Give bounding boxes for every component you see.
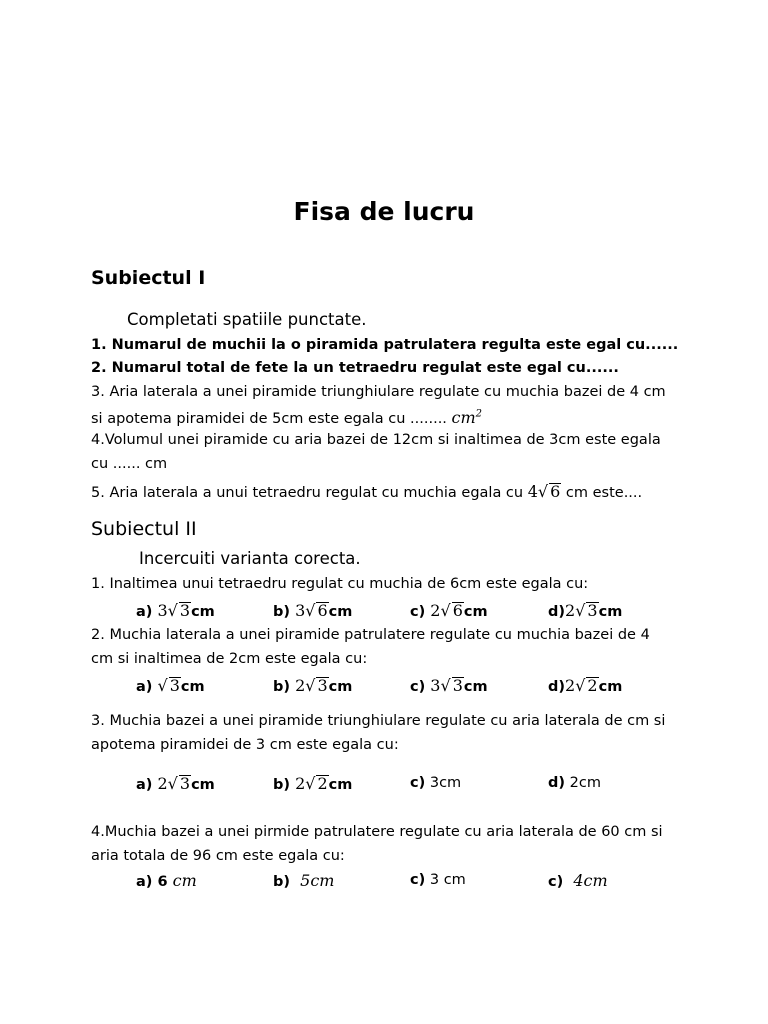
s1-item-2: 2. Numarul total de fete la un tetraedru regulat este egal cu...... <box>91 360 619 376</box>
s2-q3-option-b: b) 2√ 2cm <box>273 774 353 793</box>
s1-item-4-line1: 4.Volumul unei piramide cu aria bazei de 12cm si inaltimea de 3cm este egala <box>91 432 661 448</box>
s2-q1-option-d: d)2√ 3cm <box>548 601 623 620</box>
s1-item-3-line2 <box>91 408 482 427</box>
s2-q4-option-c: c) 3 cm <box>410 872 466 888</box>
s2-q4-line1: 4.Muchia bazei a unei pirmide patrulatere regulate cu aria laterala de 60 cm si <box>91 824 663 840</box>
page-title: Fisa de lucru <box>293 197 475 226</box>
s1-item-3-text: si apotema piramidei de 5cm este egala cu ........ <box>91 411 447 427</box>
s2-q1-text: 1. Inaltimea unui tetraedru regulat cu muchia de 6cm este egala cu: <box>91 576 589 592</box>
s2-q2-option-b: b) 2√ 3cm <box>273 676 353 695</box>
s2-q2-option-d: d)2√ 2cm <box>548 676 623 695</box>
s2-q3-option-c: c) 3cm <box>410 775 462 791</box>
subiect2-intro: Incercuiti varianta corecta. <box>139 549 361 568</box>
s1-item-5 <box>91 482 642 501</box>
s2-q4-option-d: c) 4cm <box>548 871 608 890</box>
s1-item-5-tail: cm este.... <box>565 485 643 501</box>
s2-q1-option-c: c) 2√ 6cm <box>410 601 488 620</box>
s2-q3-option-d: d) 2cm <box>548 775 601 791</box>
s2-q2-line2: cm si inaltimea de 2cm este egala cu: <box>91 651 368 667</box>
subiect1-heading: Subiectul I <box>91 267 206 289</box>
unit-cm-squared: $cm^2$ <box>451 408 483 427</box>
subiect1-intro: Completati spatiile punctate. <box>127 310 367 329</box>
s2-q2-option-a: a) √ 3cm <box>136 676 205 695</box>
s1-item-5-text: 5. Aria laterala a unui tetraedru regulat cu muchia egala cu <box>91 485 524 501</box>
s1-item-1: 1. Numarul de muchii la o piramida patrulatera regulta este egal cu...... <box>91 337 679 353</box>
s2-q4-line2: aria totala de 96 cm este egala cu: <box>91 848 345 864</box>
radical-expression: 4√ 6 <box>527 482 561 501</box>
s2-q4-option-b: b) 5cm <box>273 871 335 890</box>
subiect2-heading: Subiectul II <box>91 518 197 540</box>
s2-q3-line1: 3. Muchia bazei a unei piramide triunghiulare regulate cu aria laterala de cm si <box>91 713 666 729</box>
s2-q3-line2: apotema piramidei de 3 cm este egala cu: <box>91 737 399 753</box>
s2-q1-option-a: a) 3√ 3cm <box>136 601 215 620</box>
s2-q2-option-c: c) 3√ 3cm <box>410 676 488 695</box>
s1-item-4-line2: cu ...... cm <box>91 456 168 472</box>
s2-q3-option-a: a) 2√ 3cm <box>136 774 215 793</box>
s2-q4-option-a: a) 6 cm <box>136 871 197 890</box>
s2-q1-option-b: b) 3√ 6cm <box>273 601 353 620</box>
s1-item-3-line1: 3. Aria laterala a unei piramide triunghiulare regulate cu muchia bazei de 4 cm <box>91 384 666 400</box>
s2-q2-line1: 2. Muchia laterala a unei piramide patrulatere regulate cu muchia bazei de 4 <box>91 627 650 643</box>
